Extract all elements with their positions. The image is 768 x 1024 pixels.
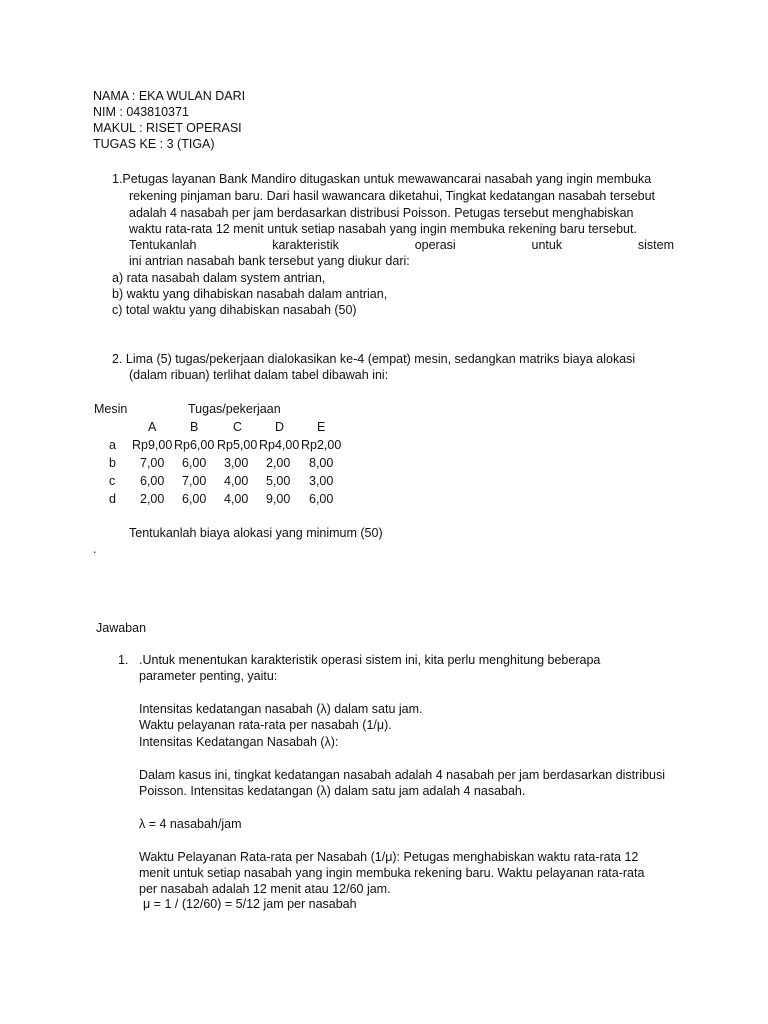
header-tugas: TUGAS KE : 3 (TIGA) xyxy=(93,137,215,151)
answer-item-2: Waktu pelayanan rata-rata per nasabah (1/μ). xyxy=(139,718,392,732)
answer-p3-line-1: Waktu Pelayanan Rata-rata per Nasabah (1/μ): Petugas menghabiskan waktu rata-rata 12 xyxy=(139,850,639,864)
answer-p1-line-1: .Untuk menentukan karakteristik operasi sistem ini, kita perlu menghitung beberapa xyxy=(139,653,601,667)
q2-closing: Tentukanlah biaya alokasi yang minimum (50) xyxy=(129,526,383,540)
answer-item-3: Intensitas Kedatangan Nasabah (λ): xyxy=(139,735,339,749)
header-makul: MAKUL : RISET OPERASI xyxy=(93,121,242,135)
answer-p1-line-2: parameter penting, yaitu: xyxy=(139,669,278,683)
header-nim: NIM : 043810371 xyxy=(93,105,189,119)
table-column-header: A xyxy=(148,420,157,434)
q1-line-6: ini antrian nasabah bank tersebut yang diukur dari: xyxy=(129,254,410,268)
answer-p2-line-2: Poisson. Intensitas kedatangan (λ) dalam satu jam adalah 4 nasabah. xyxy=(139,784,526,798)
q1-line-4: waktu rata-rata 12 menit untuk setiap nasabah yang ingin membuka rekening baru tersebut. xyxy=(129,222,637,236)
answer-p3-line-2: menit untuk setiap nasabah yang ingin membuka rekening baru. Waktu pelayanan rata-rata xyxy=(139,866,645,880)
answer-item-1: Intensitas kedatangan nasabah (λ) dalam satu jam. xyxy=(139,702,423,716)
answer-p3-line-3: per nasabah adalah 12 menit atau 12/60 jam. xyxy=(139,882,391,896)
table-row-label: a xyxy=(109,438,116,452)
q1-option-a: a) rata nasabah dalam system antrian, xyxy=(112,271,326,285)
answer-p2-line-1: Dalam kasus ini, tingkat kedatangan nasabah adalah 4 nasabah per jam berdasarkan distribusi xyxy=(139,768,666,782)
table-row-label: c xyxy=(109,474,116,488)
table-tugas-label: Tugas/pekerjaan xyxy=(188,402,281,416)
answer-formula-mu: μ = 1 / (12/60) = 5/12 jam per nasabah xyxy=(143,897,357,911)
q1-line-1: 1.Petugas layanan Bank Mandiro ditugaskan untuk mewawancarai nasabah yang ingin membuka xyxy=(112,172,652,186)
q2-line-1: 2. Lima (5) tugas/pekerjaan dialokasikan ke-4 (empat) mesin, sedangkan matriks biaya alokasi xyxy=(112,352,636,366)
table-cell: Rp4,00 xyxy=(259,438,300,452)
table-cell: 7,00 xyxy=(140,456,165,470)
table-cell: 6,00 xyxy=(182,456,207,470)
table-cell: Rp6,00 xyxy=(174,438,215,452)
table-cell: 2,00 xyxy=(140,492,165,506)
table-cell: 4,00 xyxy=(224,474,249,488)
q1-line-2: rekening pinjaman baru. Dari hasil wawancara diketahui, Tingkat kedatangan nasabah tersebut xyxy=(129,189,656,203)
table-column-header: D xyxy=(275,420,285,434)
table-cell: 5,00 xyxy=(266,474,291,488)
table-cell: 2,00 xyxy=(266,456,291,470)
table-cell: 6,00 xyxy=(140,474,165,488)
q1-option-c: c) total waktu yang dihabiskan nasabah (50) xyxy=(112,303,357,317)
answer-formula-lambda: λ = 4 nasabah/jam xyxy=(139,817,242,831)
table-cell: 4,00 xyxy=(224,492,249,506)
answer-number: 1. xyxy=(118,653,129,667)
table-cell: Rp5,00 xyxy=(217,438,258,452)
table-column-header: B xyxy=(190,420,199,434)
table-cell: 8,00 xyxy=(309,456,334,470)
table-column-header: C xyxy=(233,420,243,434)
table-cell: Rp9,00 xyxy=(132,438,173,452)
table-cell: 9,00 xyxy=(266,492,291,506)
q2-dot: . xyxy=(93,542,97,556)
table-cell: 3,00 xyxy=(309,474,334,488)
q2-line-2: (dalam ribuan) terlihat dalam tabel dibawah ini: xyxy=(129,368,389,382)
q1-line-5: Tentukanlah karakteristik operasi untuk sistem xyxy=(129,238,674,252)
q1-option-b: b) waktu yang dihabiskan nasabah dalam antrian, xyxy=(112,287,388,301)
q1-line-3: adalah 4 nasabah per jam berdasarkan distribusi Poisson. Petugas tersebut menghabiskan xyxy=(129,206,634,220)
table-cell: 3,00 xyxy=(224,456,249,470)
table-column-header: E xyxy=(317,420,326,434)
table-cell: 6,00 xyxy=(182,492,207,506)
table-cell: 6,00 xyxy=(309,492,334,506)
table-mesin-label: Mesin xyxy=(94,402,128,416)
header-nama: NAMA : EKA WULAN DARI xyxy=(93,89,246,103)
table-row-label: b xyxy=(109,456,116,470)
table-cell: 7,00 xyxy=(182,474,207,488)
answer-title: Jawaban xyxy=(96,621,147,635)
table-row-label: d xyxy=(109,492,116,506)
table-cell: Rp2,00 xyxy=(301,438,342,452)
